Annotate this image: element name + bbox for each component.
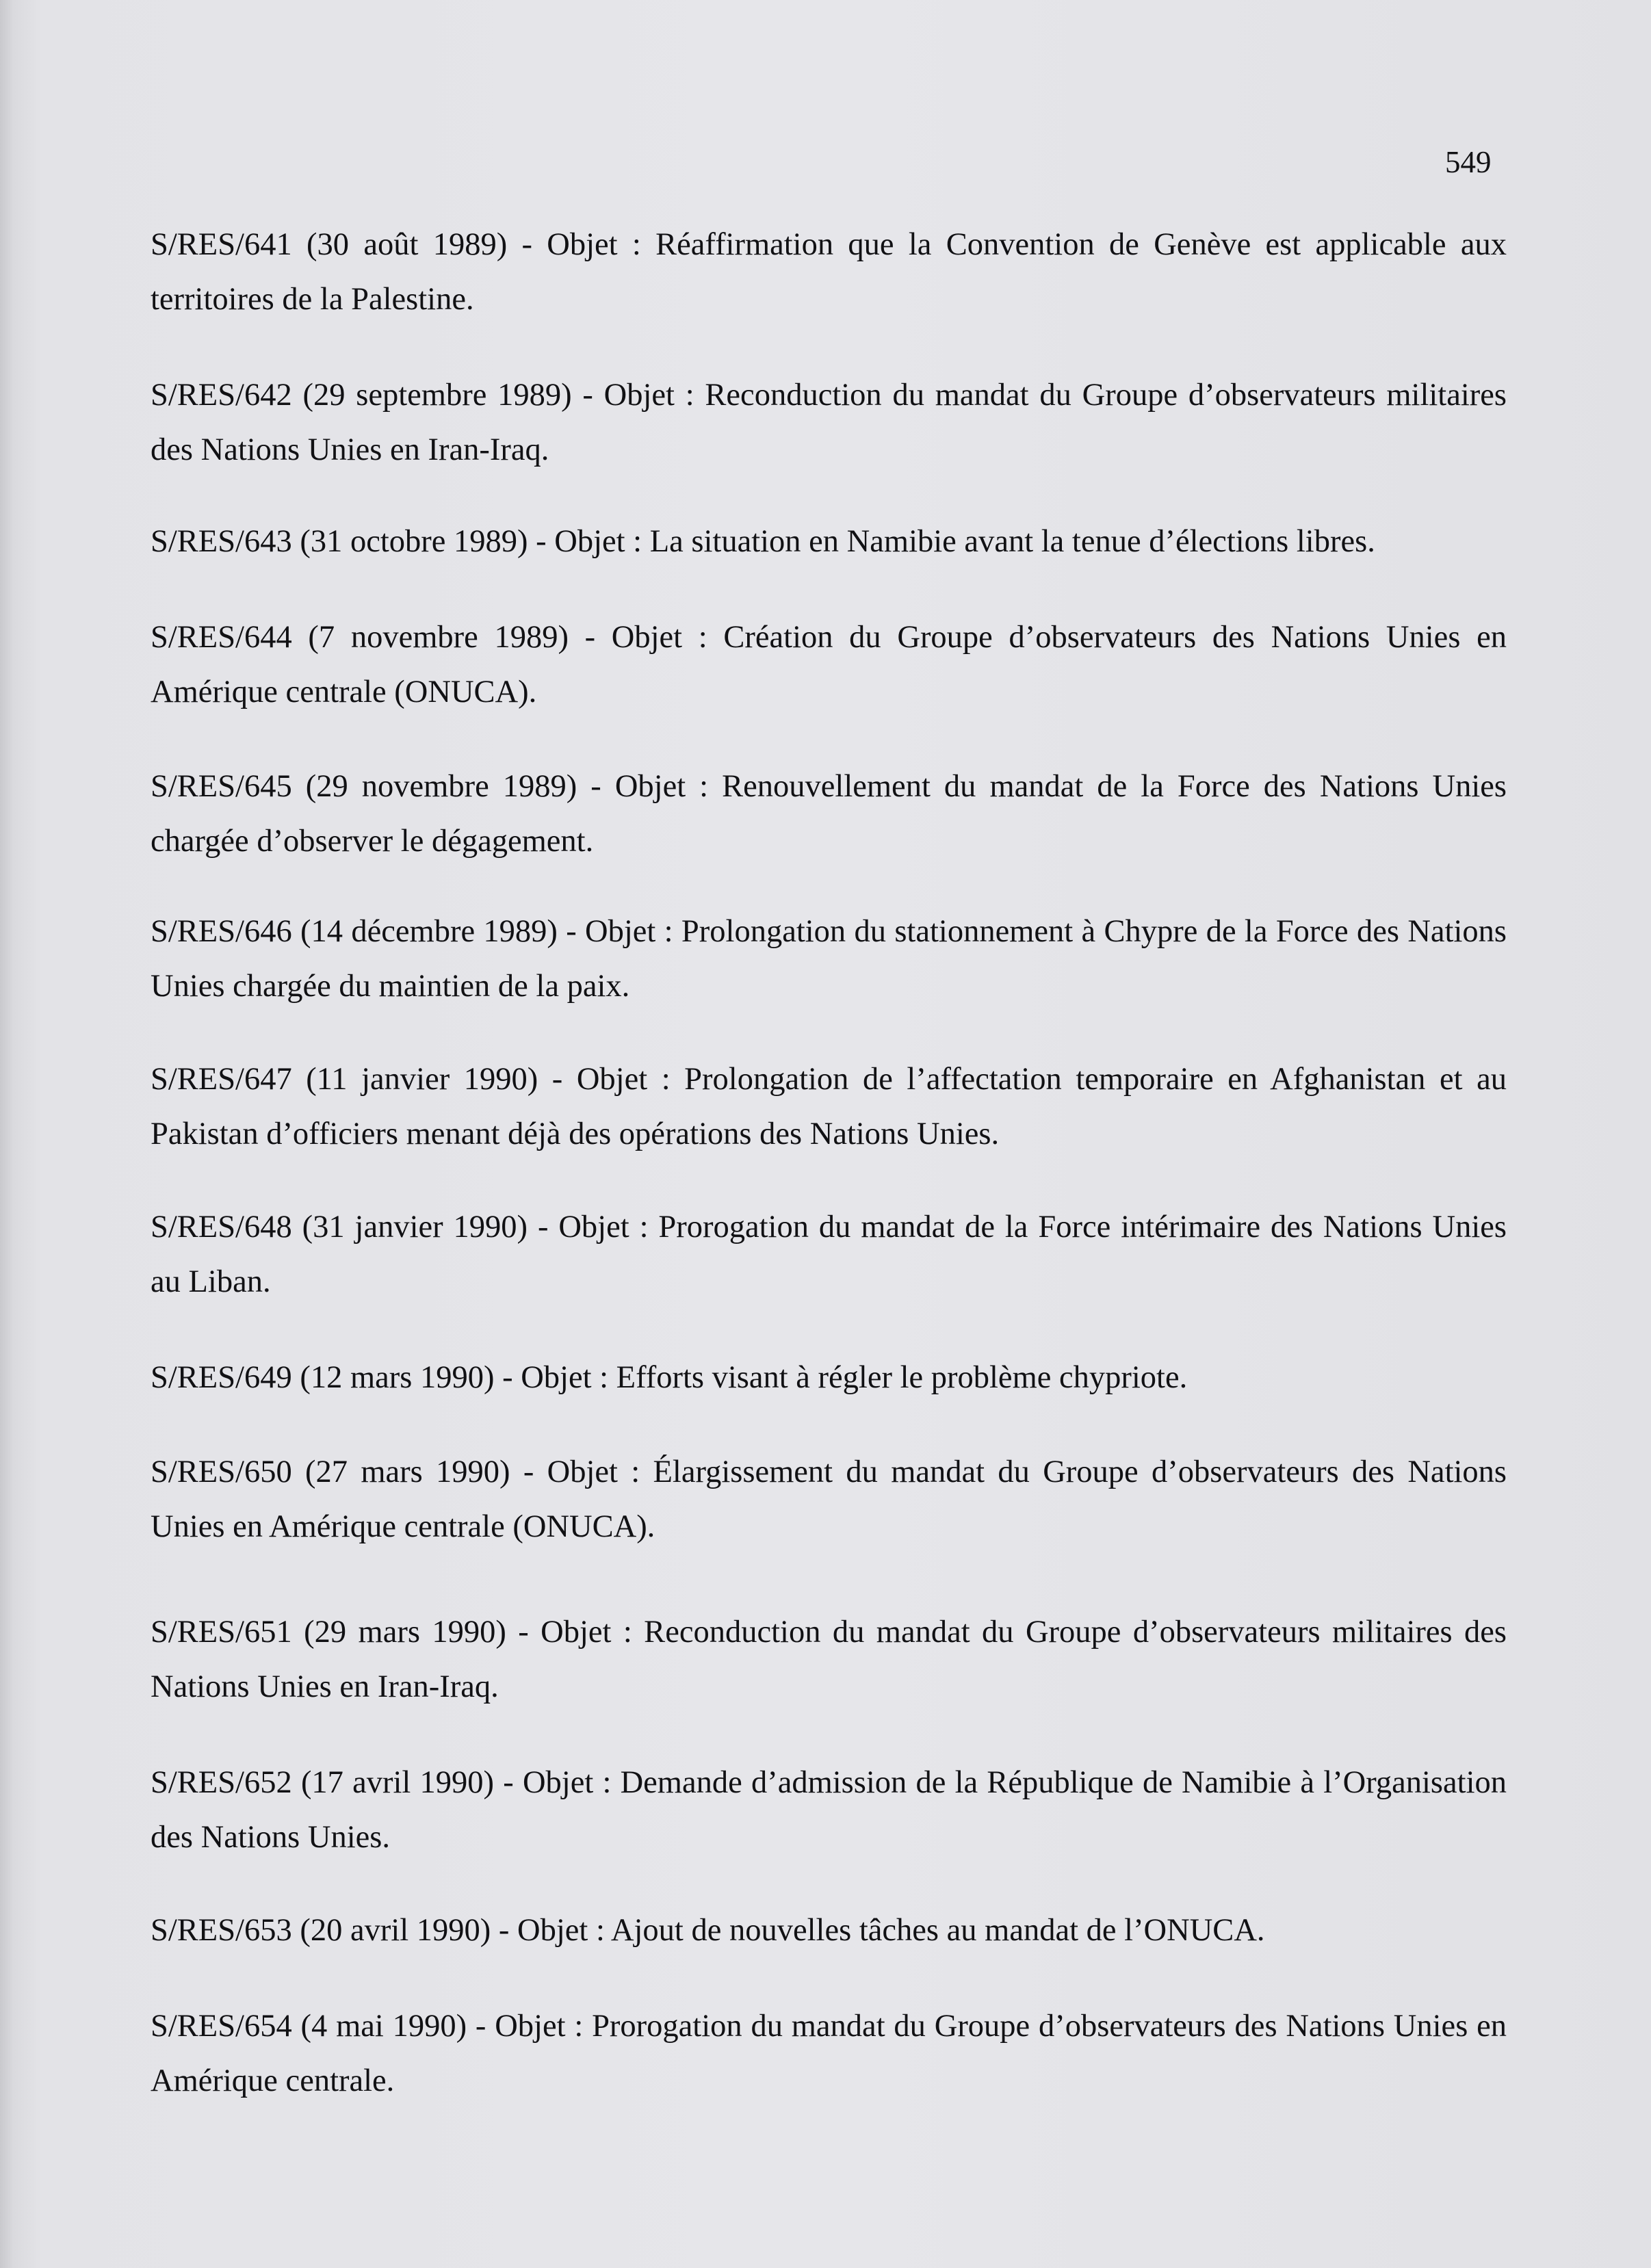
resolution-entry-647: S/RES/647 (11 janvier 1990) - Objet : Prolongation de l’affectation temporaire en Afghanistan et au Pakistan d’officiers menant déjà des opérations des Nations Unies. [151, 1062, 1507, 1151]
resolution-entry-643: S/RES/643 (31 octobre 1989) - Objet : La situation en Namibie avant la tenue d’élections libres. [151, 524, 1375, 559]
resolution-entry-646: S/RES/646 (14 décembre 1989) - Objet : Prolongation du stationnement à Chypre de la Force des Nations Unies chargée du maintien de la paix. [151, 914, 1507, 1004]
resolution-entry-649: S/RES/649 (12 mars 1990) - Objet : Efforts visant à régler le problème chypriote. [151, 1360, 1188, 1395]
resolution-entry-644: S/RES/644 (7 novembre 1989) - Objet : Création du Groupe d’observateurs des Nations Unies en Amérique centrale (ONUCA). [151, 620, 1507, 709]
resolution-entry-641: S/RES/641 (30 août 1989) - Objet : Réaffirmation que la Convention de Genève est applicable aux territoires de la Palestine. [151, 227, 1507, 317]
page-number: 549 [1445, 145, 1492, 179]
resolution-entry-648: S/RES/648 (31 janvier 1990) - Objet : Prorogation du mandat de la Force intérimaire des Nations Unies au Liban. [151, 1210, 1507, 1299]
resolution-entry-651: S/RES/651 (29 mars 1990) - Objet : Reconduction du mandat du Groupe d’observateurs militaires des Nations Unies en Iran-Iraq. [151, 1615, 1507, 1704]
resolution-entry-642: S/RES/642 (29 septembre 1989) - Objet : Reconduction du mandat du Groupe d’observateurs militaires des Nations Unies en Iran-Iraq. [151, 378, 1507, 467]
resolution-entry-650: S/RES/650 (27 mars 1990) - Objet : Élargissement du mandat du Groupe d’observateurs des Nations Unies en Amérique centrale (ONUCA). [151, 1455, 1507, 1544]
resolution-entry-654: S/RES/654 (4 mai 1990) - Objet : Prorogation du mandat du Groupe d’observateurs des Nations Unies en Amérique centrale. [151, 2009, 1507, 2098]
resolution-entry-652: S/RES/652 (17 avril 1990) - Objet : Demande d’admission de la République de Namibie à l’Organisation des Nations Unies. [151, 1765, 1507, 1855]
resolution-entry-645: S/RES/645 (29 novembre 1989) - Objet : Renouvellement du mandat de la Force des Nations Unies chargée d’observer le dégagement. [151, 769, 1507, 859]
resolution-entry-653: S/RES/653 (20 avril 1990) - Objet : Ajout de nouvelles tâches au mandat de l’ONUCA. [151, 1913, 1265, 1948]
